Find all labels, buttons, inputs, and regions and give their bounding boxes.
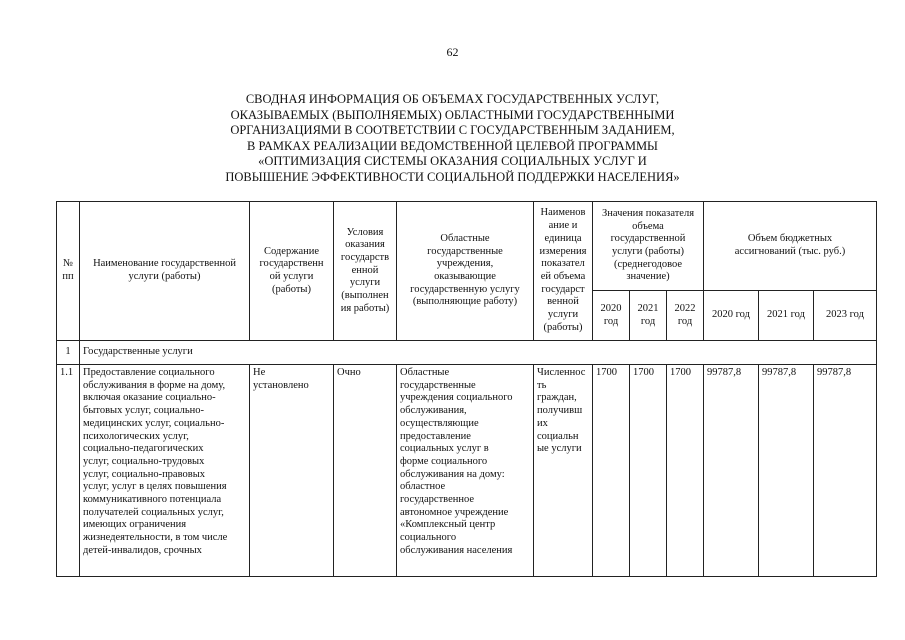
title-line: ПОВЫШЕНИЕ ЭФФЕКТИВНОСТИ СОЦИАЛЬНОЙ ПОДДЕРЖКИ НАСЕЛЕНИЯ» bbox=[225, 169, 680, 184]
title-line: В РАМКАХ РЕАЛИЗАЦИИ ВЕДОМСТВЕННОЙ ЦЕЛЕВОЙ ПРОГРАММЫ bbox=[247, 138, 658, 153]
row-service-name: Предоставление социального обслуживания в форме на дому, включая оказание социально- бытовых услуг, социально- медицинских услуг, социально- психологических услуг, социально-педагогических услуг, социально-трудовых услуг, социально-правовых услуг, услуг в целях повышения коммуникативного потенциала получателей социальных услуг, имеющих ограничения жизнедеятельности, в том числе детей-инвалидов, срочных bbox=[80, 365, 250, 577]
section-label: Государственные услуги bbox=[80, 341, 877, 365]
header-unit: Наименов ание и единица измерения показател ей объема государст венной услуги (работы) bbox=[534, 202, 593, 341]
header-budget-year: 2023 год bbox=[814, 291, 877, 341]
header-content: Содержание государственн ой услуги (работы) bbox=[250, 202, 334, 341]
row-budget-2023: 99787,8 bbox=[814, 365, 877, 577]
header-budget-year: 2020 год bbox=[704, 291, 759, 341]
title-line: СВОДНАЯ ИНФОРМАЦИЯ ОБ ОБЪЕМАХ ГОСУДАРСТВЕННЫХ УСЛУГ, bbox=[245, 92, 660, 106]
row-indicator-2021: 1700 bbox=[630, 365, 667, 577]
row-indicator-2020: 1700 bbox=[593, 365, 630, 577]
row-content: Не установлено bbox=[250, 365, 334, 577]
services-table bbox=[56, 201, 877, 577]
row-budget-2021: 99787,8 bbox=[759, 365, 814, 577]
header-service-name: Наименование государственной услуги (работы) bbox=[80, 202, 250, 341]
header-indicator-group: Значения показателя объема государственной услуги (работы) (среднегодовое значение) bbox=[593, 202, 704, 291]
table-row bbox=[57, 365, 877, 577]
title-line: «ОПТИМИЗАЦИЯ СИСТЕМЫ ОКАЗАНИЯ СОЦИАЛЬНЫХ УСЛУГ И bbox=[258, 154, 647, 168]
header-institutions: Областные государственные учреждения, оказывающие государственную услугу (выполняющие работу) bbox=[397, 202, 534, 341]
row-num: 1.1 bbox=[57, 365, 80, 577]
section-num: 1 bbox=[57, 341, 80, 365]
title-line: ОКАЗЫВАЕМЫХ (ВЫПОЛНЯЕМЫХ) ОБЛАСТНЫМИ ГОСУДАРСТВЕННЫМИ bbox=[230, 107, 675, 122]
header-budget-year: 2021 год bbox=[759, 291, 814, 341]
row-budget-2020: 99787,8 bbox=[704, 365, 759, 577]
row-indicator-2022: 1700 bbox=[667, 365, 704, 577]
header-num: № пп bbox=[57, 202, 80, 341]
page-number: 62 bbox=[446, 45, 459, 59]
title-line: ОРГАНИЗАЦИЯМИ В СООТВЕТСТВИИ С ГОСУДАРСТВЕННЫМ ЗАДАНИЕМ, bbox=[230, 123, 675, 137]
header-budget-group: Объем бюджетных ассигнований (тыс. руб.) bbox=[704, 202, 877, 291]
header-indicator-year: 2020 год bbox=[593, 291, 630, 341]
section-row bbox=[57, 341, 877, 365]
header-conditions: Условия оказания государств енной услуги (выполнен ия работы) bbox=[334, 202, 397, 341]
document-title bbox=[150, 92, 755, 185]
row-institutions: Областные государственные учреждения социального обслуживания, осуществляющие предоставление социальных услуг в форме социального обслуживания на дому: областное государственное автономное учреждение «Комплексный центр социального обслуживания населения bbox=[397, 365, 534, 577]
row-unit: Численнос ть граждан, получивш их социальн ые услуги bbox=[534, 365, 593, 577]
row-conditions: Очно bbox=[334, 365, 397, 577]
header-indicator-year: 2021 год bbox=[630, 291, 667, 341]
header-indicator-year: 2022 год bbox=[667, 291, 704, 341]
